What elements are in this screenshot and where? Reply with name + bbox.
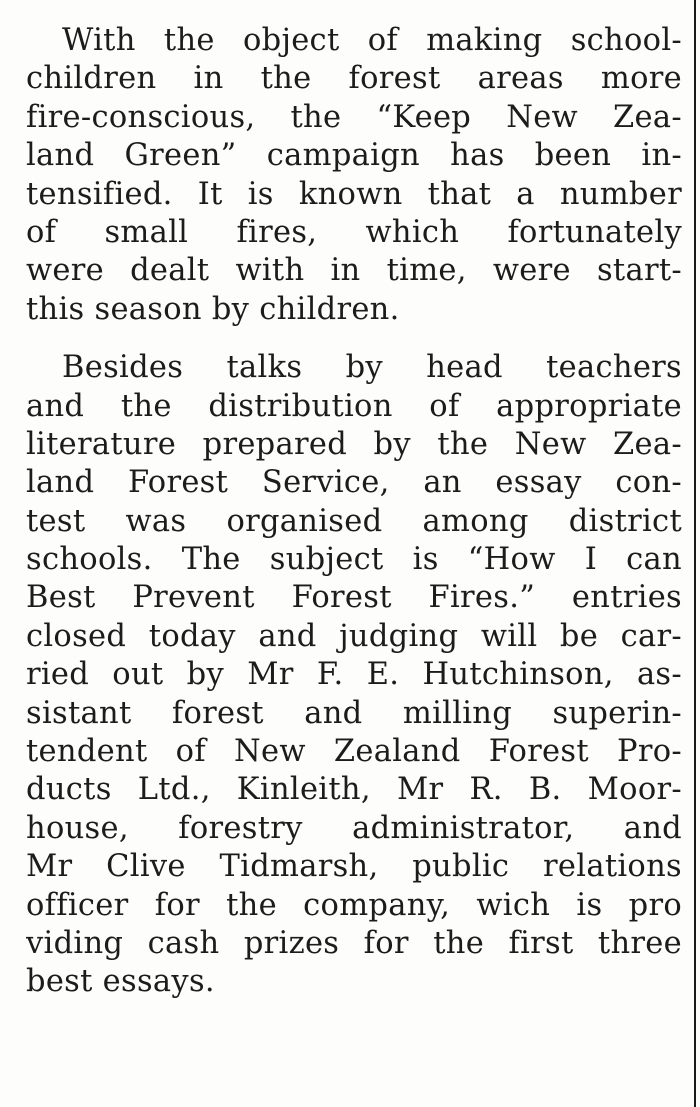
text-line: land Forest Service, an essay con- [26, 465, 682, 501]
text-line: best essays. [26, 964, 215, 1000]
text-line: sistant forest and milling superin- [26, 695, 682, 731]
text-line: children in the forest areas more [26, 61, 682, 97]
text-line: Mr Clive Tidmarsh, public relations [26, 849, 682, 885]
text-line: and the distribution of appropriate [26, 388, 682, 424]
text-line: house, forestry administrator, and [26, 810, 682, 846]
text-line: fire-conscious, the “Keep New Zea- [26, 99, 682, 135]
paragraph-2 [26, 349, 682, 1002]
text-line: test was organised among district [26, 503, 682, 539]
text-line: literature prepared by the New Zea- [26, 426, 682, 462]
text-line: Besides talks by head teachers [62, 350, 682, 386]
text-line: land Green” campaign has been in- [26, 138, 682, 174]
paragraph-1 [26, 22, 682, 329]
text-line: schools. The subject is “How I can [26, 542, 682, 578]
column-rule [694, 0, 696, 1107]
text-line: With the object of making school- [62, 23, 682, 58]
text-line: of small fires, which fortunately [26, 214, 682, 250]
text-line: Best Prevent Forest Fires.” entries [26, 580, 682, 616]
text-line: tendent of New Zealand Forest Pro- [26, 734, 682, 770]
article-body [26, 22, 682, 1002]
text-line: ducts Ltd., Kinleith, Mr R. B. Moor- [26, 772, 682, 808]
text-line: were dealt with in time, were start- [26, 253, 682, 289]
text-line: tensified. It is known that a number [26, 176, 682, 212]
text-line: this season by children. [26, 291, 400, 327]
text-line: closed today and judging will be car- [26, 618, 682, 654]
text-line: ried out by Mr F. E. Hutchinson, as- [26, 657, 682, 693]
text-line: viding cash prizes for the first three [26, 925, 682, 961]
text-line: officer for the company, wich is pro [26, 887, 682, 923]
